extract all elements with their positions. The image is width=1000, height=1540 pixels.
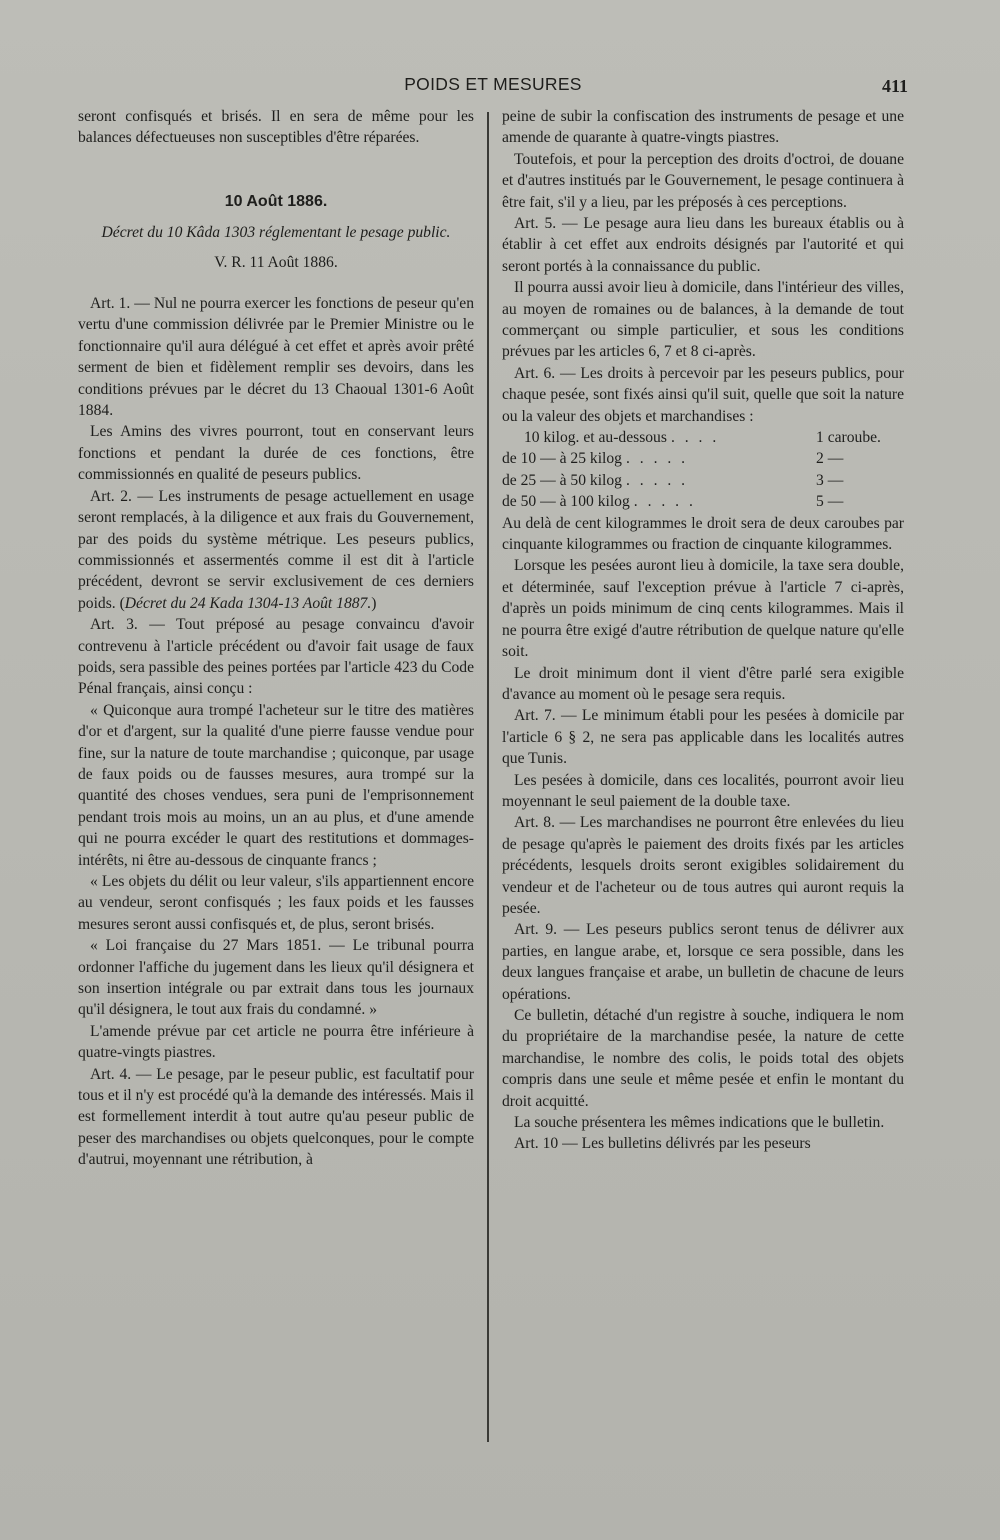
rate-row — [502, 448, 904, 469]
rate-range: de 50 — à 100 kilog — [502, 493, 630, 511]
paragraph-domicile: Il pourra aussi avoir lieu à domicile, dans l'intérieur des villes, au moyen de romaines ou de balances, à la demande de tout commerçant ou simple particulier, et sous les conditions prévues par les articles 6, 7 et 8 ci-après. — [502, 279, 904, 361]
paragraph-souche: La souche présentera les mêmes indications que le bulletin. — [514, 1114, 885, 1132]
decree-title: Décret du 10 Kâda 1303 réglementant le pesage public. — [101, 224, 451, 242]
article-2-text: Art. 2. — Les instruments de pesage actuellement en usage seront remplacés, à la diligence et aux frais du Gouvernement, par des poids du système métrique. Les peseurs publics, commissionnés et assermentés comme il est dit à l'article précédent, devront se servir exclusivement de ces derniers poids. ( — [78, 487, 474, 612]
rate-row — [502, 427, 904, 448]
rate-table — [502, 427, 904, 513]
paragraph-bulletin: Ce bulletin, détaché d'un registre à souche, indiquera le nom du propriétaire de la marchandise pesée, la nature de cette marchandise, le nombre des colis, le poids total des objets compris dans une seule et même pesée et enfin le montant du droit acquitté. — [502, 1007, 904, 1110]
paragraph-pesees: Les pesées à domicile, dans ces localités, pourront avoir lieu moyennant le seul paiement de la double taxe. — [502, 771, 904, 810]
quote-paragraph-1: « Quiconque aura trompé l'acheteur sur le titre des matières d'or et d'argent, sur la qualité d'une pierre fausse vendue pour fine, sur la nature de toute marchandise ; quiconque, par usage de faux poids ou de fausses mesures, aura trompé sur la quantité des choses vendues, sera puni de l'emprisonnement pendant trois mois au moins, un an au plus, et d'une amende qui ne pourra excéder le quart des restitutions et dommages-intérêts, ni être au-dessous de cinquante francs ; — [78, 701, 474, 869]
rate-leader: . . . . . — [633, 493, 696, 511]
paragraph-au-dela: Au delà de cent kilogrammes le droit sera de deux caroubes par cinquante kilogrammes ou fraction de cinquante kilogrammes. — [502, 514, 904, 554]
paragraph-intro: seront confisqués et brisés. Il en sera de même pour les balances défectueuses non susceptibles d'être réparées. — [78, 108, 474, 147]
rate-leader: . . . . . — [625, 450, 689, 468]
paragraph-lorsque: Lorsque les pesées auront lieu à domicile, la taxe sera double, et déterminée, sauf l'exception prévue à l'article 7 ci-après, d'après un poids minimum de cinq cents kilogrammes. Mais il ne pourra être exigé d'autre rétribution de quelque nature qu'elle soit. — [502, 557, 904, 661]
quote-paragraph-3: « Loi française du 27 Mars 1851. — Le tribunal pourra ordonner l'affiche du jugement dans les lieux qu'il désignera et son insertion intégrale ou par extrait dans tous les journaux qu'il désignera, le tout aux frais du condamné. » — [78, 937, 474, 1019]
left-column — [78, 106, 474, 1171]
paragraph-toutefois: Toutefois, et pour la perception des droits d'octroi, de douane et d'autres institués par le Gouvernement, le pesage continuera à être fait, s'il y a lieu, par les préposés à ces perceptions. — [502, 150, 904, 211]
article-8: Art. 8. — Les marchandises ne pourront être enlevées du lieu de pesage qu'après le paiement des droits fixés par les articles précédents, lesquels droits seront exigibles solidairement du vendeur et de l'acheteur ou de tous autres qui auront requis la pesée. — [502, 814, 904, 917]
article-7: Art. 7. — Le minimum établi pour les pesées à domicile par l'article 6 § 2, ne sera pas applicable dans les localités autres que Tunis. — [502, 707, 904, 768]
article-1: Art. 1. — Nul ne pourra exercer les fonctions de peseur qu'en vertu d'une commission délivrée par le Premier Ministre ou le fonctionnaire qu'il aura délégué à cet effet et après avoir prêté serment de bien et fidèlement remplir ses devoirs, dans les conditions prévues par le décret du 13 Chaoual 1301-6 Août 1884. — [78, 295, 474, 420]
rate-range: de 10 — à 25 kilog — [502, 450, 622, 468]
rate-leader: . . . . . — [625, 471, 689, 489]
article-5: Art. 5. — Le pesage aura lieu dans les bureaux établis ou à établir à cet effet aux endroits désignés par l'autorité et qui seront portés à la connaissance du public. — [502, 215, 904, 275]
article-3: Art. 3. — Tout préposé au pesage convaincu d'avoir contrevenu à l'article précédent ou d'avoir fait usage de faux poids, sera passible des peines portées par l'article 423 du Code Pénal français, ainsi conçu : — [78, 616, 474, 698]
paragraph-continued: peine de subir la confiscation des instruments de pesage et une amende de quarante à quatre-vingts piastres. — [502, 108, 904, 147]
article-9: Art. 9. — Les peseurs publics seront tenus de délivrer aux parties, en langue arabe, et, lorsque ce sera possible, dans les deux langues française et arabe, un bulletin de chacune de leurs opérations. — [502, 921, 904, 1003]
page-number: 411 — [881, 76, 908, 96]
article-2-close: ) — [371, 594, 377, 612]
article-2 — [78, 486, 474, 614]
rate-value: 3 — — [816, 471, 844, 489]
quote-paragraph-2: « Les objets du délit ou leur valeur, s'ils appartiennent encore au vendeur, seront confisqués ; les faux poids et les fausses mesures seront aussi confisqués et, de plus, seront brisés. — [78, 873, 474, 933]
page-header — [78, 74, 908, 104]
rate-row — [502, 491, 904, 512]
rate-value: 2 — — [816, 450, 844, 468]
running-head: POIDS ET MESURES — [404, 74, 582, 94]
rate-value: 1 caroube. — [816, 429, 881, 447]
article-4: Art. 4. — Le pesage, par le peseur public, est facultatif pour tous et il n'y est procédé qu'à la demande des intéressés. Mais il est formellement interdit à tout autre qu'au peseur public de peser des marchandises ou objets quelconques, pour le compte d'autrui, moyennant une rétribution, à — [78, 1065, 474, 1169]
article-10: Art. 10 — Les bulletins délivrés par les peseurs — [514, 1135, 811, 1153]
rate-value: 5 — — [816, 493, 844, 511]
article-2-reference: Décret du 24 Kada 1304-13 Août 1887. — [124, 594, 372, 612]
rate-range: de 25 — à 50 kilog — [502, 471, 622, 489]
decree-date: 10 Août 1886. — [224, 192, 328, 210]
paragraph-amins: Les Amins des vivres pourront, tout en conservant leurs fonctions et pendant la durée de ces fonctions, être commissionnés en qualité de peseurs publics. — [78, 423, 474, 484]
column-divider — [487, 112, 489, 1442]
decree-reference: V. R. 11 Août 1886. — [214, 253, 338, 271]
rate-leader: . . . . — [670, 429, 720, 447]
rate-row — [502, 470, 904, 491]
rate-range: 10 kilog. et au-dessous — [524, 429, 667, 447]
paragraph-minimum: Le droit minimum dont il vient d'être parlé sera exigible d'avance au moment où le pesage sera requis. — [502, 664, 904, 703]
paragraph-amende: L'amende prévue par cet article ne pourra être inférieure à quatre-vingts piastres. — [78, 1022, 474, 1062]
article-6: Art. 6. — Les droits à percevoir par les peseurs publics, pour chaque pesée, sont fixés ainsi qu'il suit, quelle que soit la nature ou la valeur des objets et marchandises : — [502, 364, 904, 425]
right-column — [502, 106, 904, 1155]
